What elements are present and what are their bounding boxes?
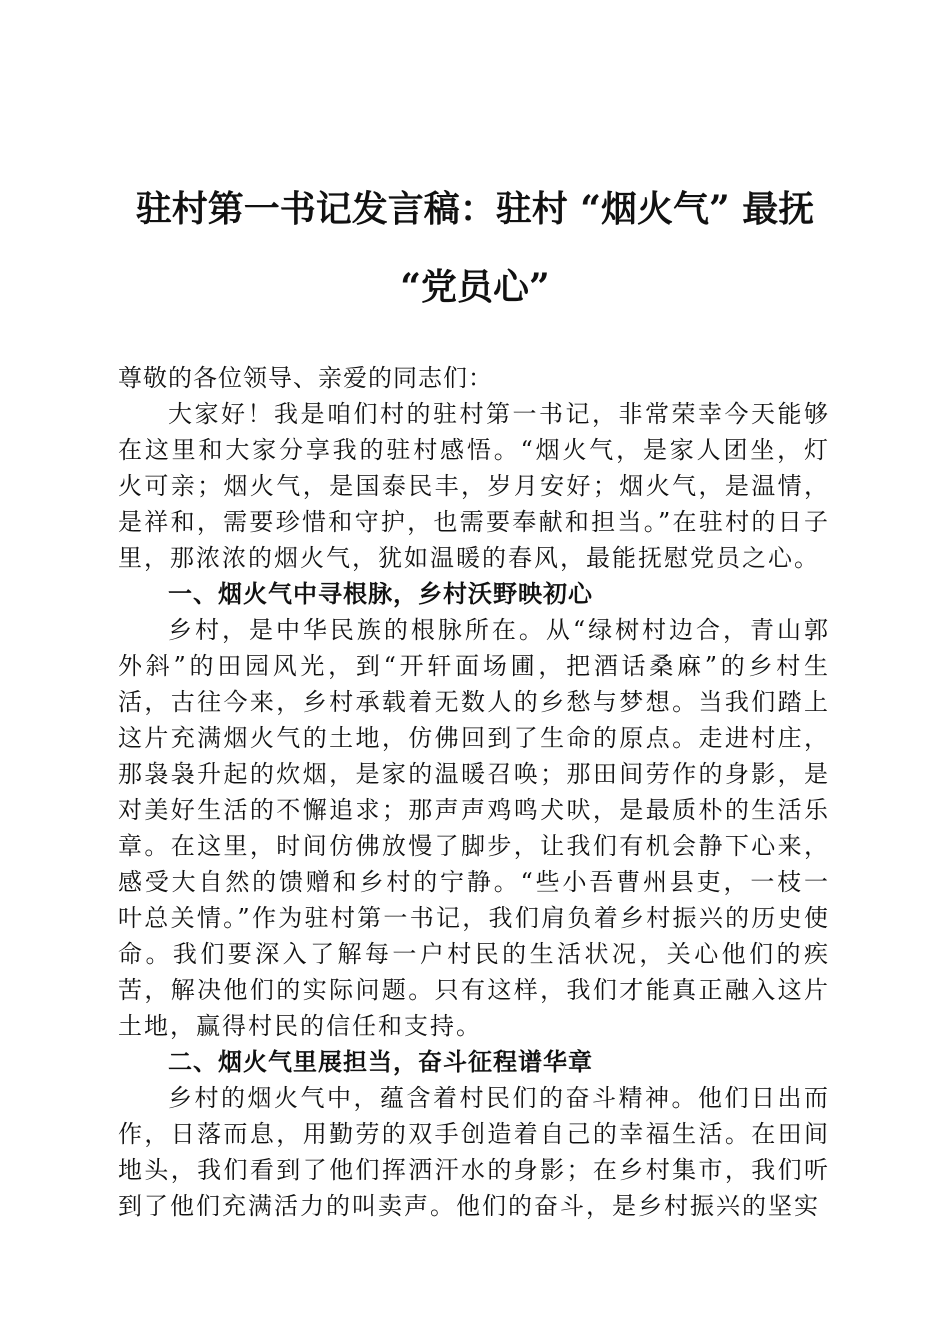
paragraph-3: 乡村的烟火气中，蕴含着村民们的奋斗精神。他们日出而作，日落而息，用勤劳的双手创造着自己的幸福生活。在田间地头，我们看到了他们挥洒汗水的身影；在乡村集市，我们听到了他们充满活力的叫卖声。他们的奋斗，是乡村振兴的坚实 [118, 1084, 830, 1220]
paragraph-2: 乡村，是中华民族的根脉所在。从“绿树村边合，青山郭外斜”的田园风光，到“开轩面场圃，把酒话桑麻”的乡村生活，古往今来，乡村承载着无数人的乡愁与梦想。当我们踏上这片充满烟火气的土地，仿佛回到了生命的原点。走进村庄，那袅袅升起的炊烟，是家的温暖召唤；那田间劳作的身影，是对美好生活的不懈追求；那声声鸡鸣犬吠，是最质朴的生活乐章。在这里，时间仿佛放慢了脚步，让我们有机会静下心来，感受大自然的馈赠和乡村的宁静。“些小吾曹州县吏，一枝一叶总关情。”作为驻村第一书记，我们肩负着乡村振兴的历史使命。我们要深入了解每一户村民的生活状况，关心他们的疾苦，解决他们的实际问题。只有这样，我们才能真正融入这片土地，赢得村民的信任和支持。 [118, 616, 830, 1040]
section-heading-1: 一、烟火气中寻根脉，乡村沃野映初心 [168, 580, 593, 608]
title-line-1: 驻村第一书记发言稿：驻村 “烟火气” 最抚 [135, 188, 815, 230]
section-heading-2: 二、烟火气里展担当，奋斗征程谱华章 [168, 1048, 593, 1076]
salutation: 尊敬的各位领导、亲爱的同志们： [118, 364, 493, 392]
title-line-2: “党员心” [400, 266, 550, 308]
document-title [100, 170, 850, 326]
paragraph-1: 大家好！我是咱们村的驻村第一书记，非常荣幸今天能够在这里和大家分享我的驻村感悟。“烟火气，是家人团坐，灯火可亲；烟火气，是国泰民丰，岁月安好；烟火气，是温情，是祥和，需要珍惜和守护，也需要奉献和担当。”在驻村的日子里，那浓浓的烟火气，犹如温暖的春风，最能抚慰党员之心。 [118, 400, 830, 572]
document-body [118, 360, 830, 1224]
